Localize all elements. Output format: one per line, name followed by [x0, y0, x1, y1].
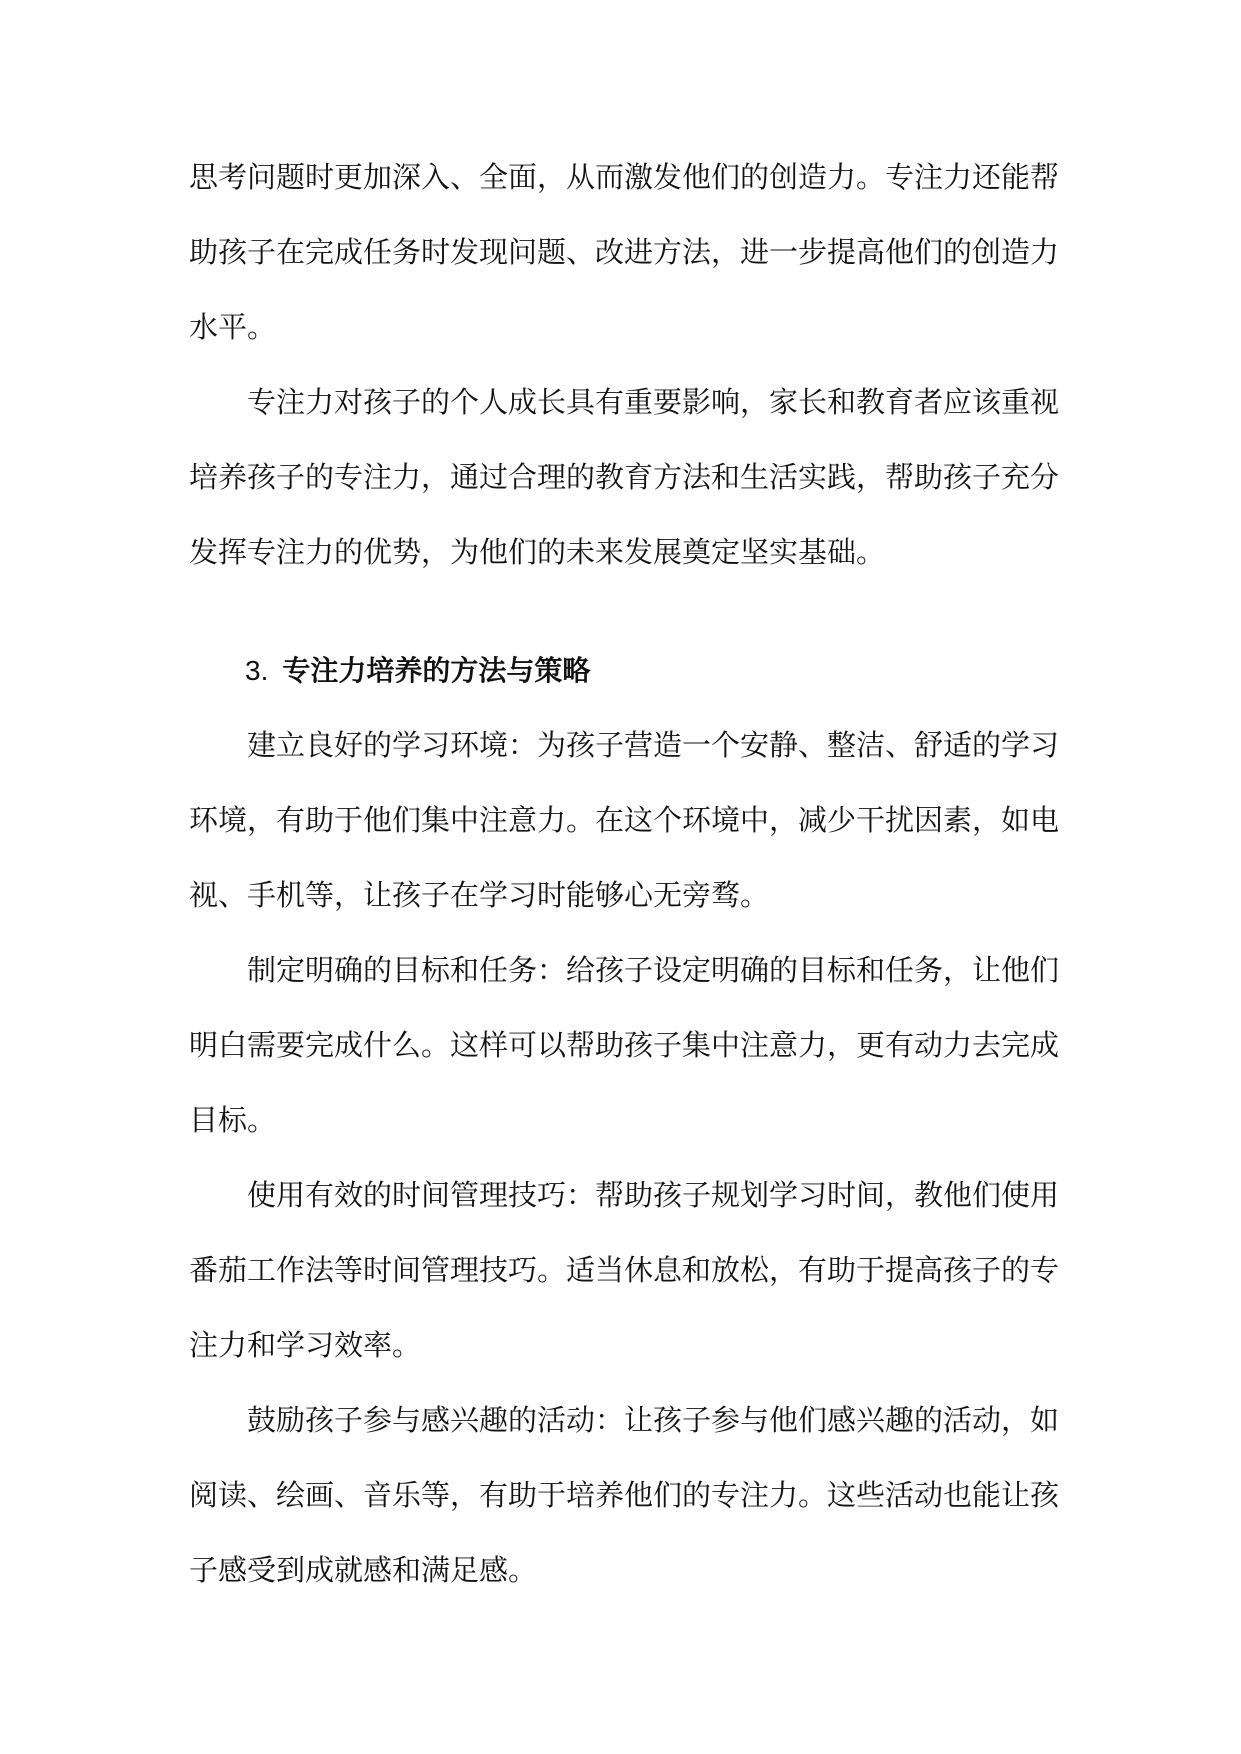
paragraph: 使用有效的时间管理技巧：帮助孩子规划学习时间，教他们使用番茄工作法等时间管理技巧。适当休息和放松，有助于提高孩子的专注力和学习效率。 — [189, 1178, 1060, 1362]
paragraph: 专注力对孩子的个人成长具有重要影响，家长和教育者应该重视培养孩子的专注力，通过合理的教育方法和生活实践，帮助孩子充分发挥专注力的优势，为他们的未来发展奠定坚实基础。 — [189, 385, 1060, 569]
document-body — [189, 140, 1059, 1608]
paragraph: 制定明确的目标和任务：给孩子设定明确的目标和任务，让他们明白需要完成什么。这样可以帮助孩子集中注意力，更有动力去完成目标。 — [189, 953, 1060, 1137]
section-spacer — [189, 590, 1059, 633]
paragraph-continued: 思考问题时更加深入、全面，从而激发他们的创造力。专注力还能帮助孩子在完成任务时发现问题、改进方法，进一步提高他们的创造力水平。 — [189, 160, 1060, 344]
paragraph: 鼓励孩子参与感兴趣的活动：让孩子参与他们感兴趣的活动，如阅读、绘画、音乐等，有助于培养他们的专注力。这些活动也能让孩子感受到成就感和满足感。 — [189, 1403, 1060, 1587]
section-number: 3. — [245, 655, 269, 686]
section-heading — [189, 633, 1059, 708]
section-title: 专注力培养的方法与策略 — [282, 654, 591, 687]
paragraph: 建立良好的学习环境：为孩子营造一个安静、整洁、舒适的学习环境，有助于他们集中注意力。在这个环境中，减少干扰因素，如电视、手机等，让孩子在学习时能够心无旁骛。 — [189, 728, 1060, 912]
